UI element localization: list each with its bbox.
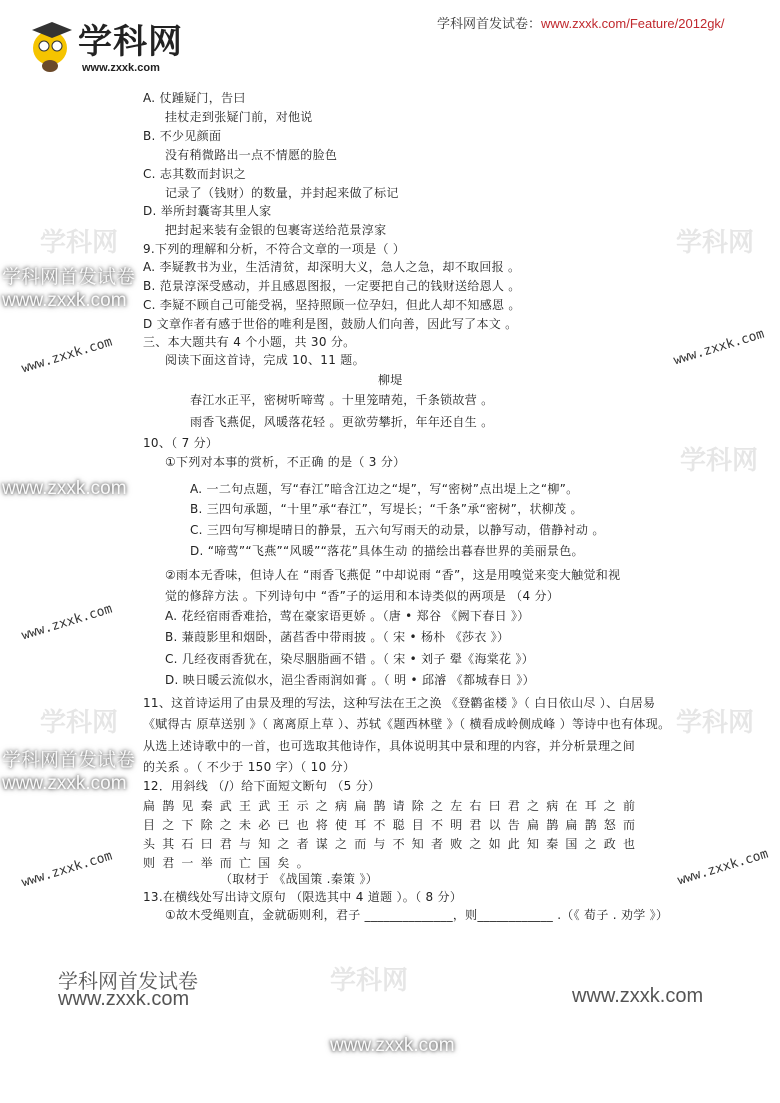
text-line: 觉的修辞方法 。下列诗句中 “香”子的运用和本诗类似的两项是 （4 分） xyxy=(165,589,560,603)
watermark-logo: 学科网 xyxy=(330,965,409,995)
watermark-logo: 学科网 xyxy=(40,707,119,737)
text-line: C. 李疑不顾自己可能受祸，坚持照顾一位孕妇，但此人却不知感恩 。 xyxy=(143,298,521,312)
text-line: 《赋得古 原草送别 》（ 离离原上草 ）、苏轼《题西林壁 》（ 横看成岭侧成峰 ）等诗中也有体现。 xyxy=(143,717,671,731)
text-line: B. 范景淳深受感动，并且感恩图报，一定要把自己的钱财送给恩人 。 xyxy=(143,279,521,293)
watermark-site-diagonal: www.zxxk.com xyxy=(19,848,115,891)
text-line: 记录了（钱财）的数量，并封起来做了标记 xyxy=(165,186,399,200)
watermark-site-diagonal: www.zxxk.com xyxy=(671,326,767,369)
watermark-site-diagonal: www.zxxk.com xyxy=(675,846,771,889)
text-line: D. 映日暖云流似水，浥尘香雨润如膏 。（ 明 • 邱濬 《都城春日 》） xyxy=(165,673,535,687)
text-line: 把封起来装有金银的包裹寄送给范景淳家 xyxy=(165,223,387,237)
text-line: ①下列对本事的赏析，不正确 的是（ 3 分） xyxy=(165,455,406,469)
watermark-site-diagonal: www.zxxk.com xyxy=(19,601,115,644)
watermark-title: 学科网首发试卷 xyxy=(58,971,198,993)
text-line: 头其石曰君与知之者谋之而与不知者败之如此知秦国之政也 xyxy=(143,837,643,851)
text-line: 三、本大题共有 4 个小题，共 30 分。 xyxy=(143,335,356,349)
watermark-site: www.zxxk.com xyxy=(2,773,127,794)
watermark-logo: 学科网 xyxy=(676,227,755,257)
text-line: 从选上述诗歌中的一首，也可选取其他诗作，具体说明其中景和理的内容，并分析景理之间 xyxy=(143,739,636,753)
logo-name: 学科网 xyxy=(78,22,183,62)
text-line: C. 志其数而封识之 xyxy=(143,167,247,181)
watermark-site: www.zxxk.com xyxy=(58,988,190,1010)
header-prefix: 学科网首发试卷： xyxy=(437,16,542,31)
text-line: 则君一举而亡国矣。 xyxy=(143,856,316,870)
text-line: 10、（ 7 分） xyxy=(143,436,219,450)
text-line: D. “啼莺”“飞燕”“风暖”“落花”具体生动 的描绘出暮春世界的美丽景色。 xyxy=(190,544,584,558)
text-line: 12．用斜线 （/）给下面短文断句 （5 分） xyxy=(143,779,381,793)
watermark-logo: 学科网 xyxy=(40,227,119,257)
header-link[interactable] xyxy=(437,13,725,32)
text-line: C. 三四句写柳堤晴日的静景，五六句写雨天的动景，以静写动，借静衬动 。 xyxy=(190,523,605,537)
text-line: ②雨本无香味，但诗人在 “雨香飞燕促 ”中却说雨 “香”，这是用嗅觉来变大触觉和视 xyxy=(165,568,621,582)
watermark-site: www.zxxk.com xyxy=(572,985,704,1007)
mascot-icon xyxy=(28,18,78,78)
text-line: ①故木受绳则直，金就砺则利，君子 ______________，则____________ .（《 荀子 . 劝学 》） xyxy=(165,908,669,922)
watermark-site: www.zxxk.com xyxy=(2,290,127,311)
header-url[interactable]: www.zxxk.com/Feature/2012gk/ xyxy=(541,16,725,31)
watermark-title: 学科网首发试卷 xyxy=(2,267,136,288)
text-line: 11、这首诗运用了由景及理的写法，这种写法在王之涣 《登鹳雀楼 》（ 白日依山尽 ）、白居易 xyxy=(143,696,656,710)
text-line: D 文章作者有感于世俗的唯利是图，鼓励人们向善，因此写了本文 。 xyxy=(143,317,518,331)
text-line: A. 花经宿雨香难拾，莺在豪家语更娇 。（唐 • 郑谷 《阙下春日 》） xyxy=(165,609,530,623)
text-line: 雨香飞燕促，风暖落花轻 。更欲劳攀折，年年还自生 。 xyxy=(190,415,494,429)
logo xyxy=(28,18,198,78)
text-line: B. 蒹葭影里和烟卧，菡萏香中带雨披 。（ 宋 • 杨朴 《莎衣 》） xyxy=(165,630,510,644)
watermark-site-diagonal: www.zxxk.com xyxy=(19,334,115,377)
text-line: A. 一二句点题，写“春江”暗含江边之“堤”，写“密树”点出堤上之“柳”。 xyxy=(190,482,579,496)
text-line: B. 三四句承题，“十里”承“春江”，写堤长；“千条”承“密树”，状柳茂 。 xyxy=(190,502,583,516)
watermark-logo: 学科网 xyxy=(676,707,755,737)
text-line: 目之下除之未必已也将使耳不聪目不明君以告扁鹊扁鹊怒而 xyxy=(143,818,643,832)
text-line: 没有稍微路出一点不情愿的脸色 xyxy=(165,148,338,162)
watermark-title: 学科网首发试卷 xyxy=(2,750,136,771)
text-line: （取材于 《战国策 .秦策 》） xyxy=(220,872,379,886)
text-line: 挂杖走到张疑门前，对他说 xyxy=(165,110,313,124)
text-line: C. 几经夜雨香犹在，染尽胭脂画不错 。（ 宋 • 刘子 翚《海棠花 》） xyxy=(165,652,535,666)
text-line: 阅读下面这首诗，完成 10、11 题。 xyxy=(165,353,365,367)
text-line: D. 举所封囊寄其里人家 xyxy=(143,204,272,218)
text-line: 的关系 。（ 不少于 150 字）（ 10 分） xyxy=(143,760,356,774)
text-line: A. 仗踵疑门，告曰 xyxy=(143,91,246,105)
text-line: 扁鹊见秦武王武王示之病扁鹊请除之左右曰君之病在耳之前 xyxy=(143,799,643,813)
text-line: 春江水正平，密树听啼莺 。十里笼晴苑，千条锁故营 。 xyxy=(190,393,494,407)
text-line: 9.下列的理解和分析，不符合文章的一项是（ ） xyxy=(143,242,406,256)
text-line: B. 不少见颜面 xyxy=(143,129,222,143)
logo-site: www.zxxk.com xyxy=(82,62,160,74)
text-line: A. 李疑教书为业，生活清贫，却深明大义，急人之急，却不取回报 。 xyxy=(143,260,521,274)
watermark-logo: 学科网 xyxy=(680,445,759,475)
watermark-site: www.zxxk.com xyxy=(2,478,127,499)
text-line: 柳堤 xyxy=(378,373,403,387)
text-line: 13.在横线处写出诗文原句 （限选其中 4 道题 ）。（ 8 分） xyxy=(143,890,463,904)
watermark-site: www.zxxk.com xyxy=(330,1035,455,1056)
